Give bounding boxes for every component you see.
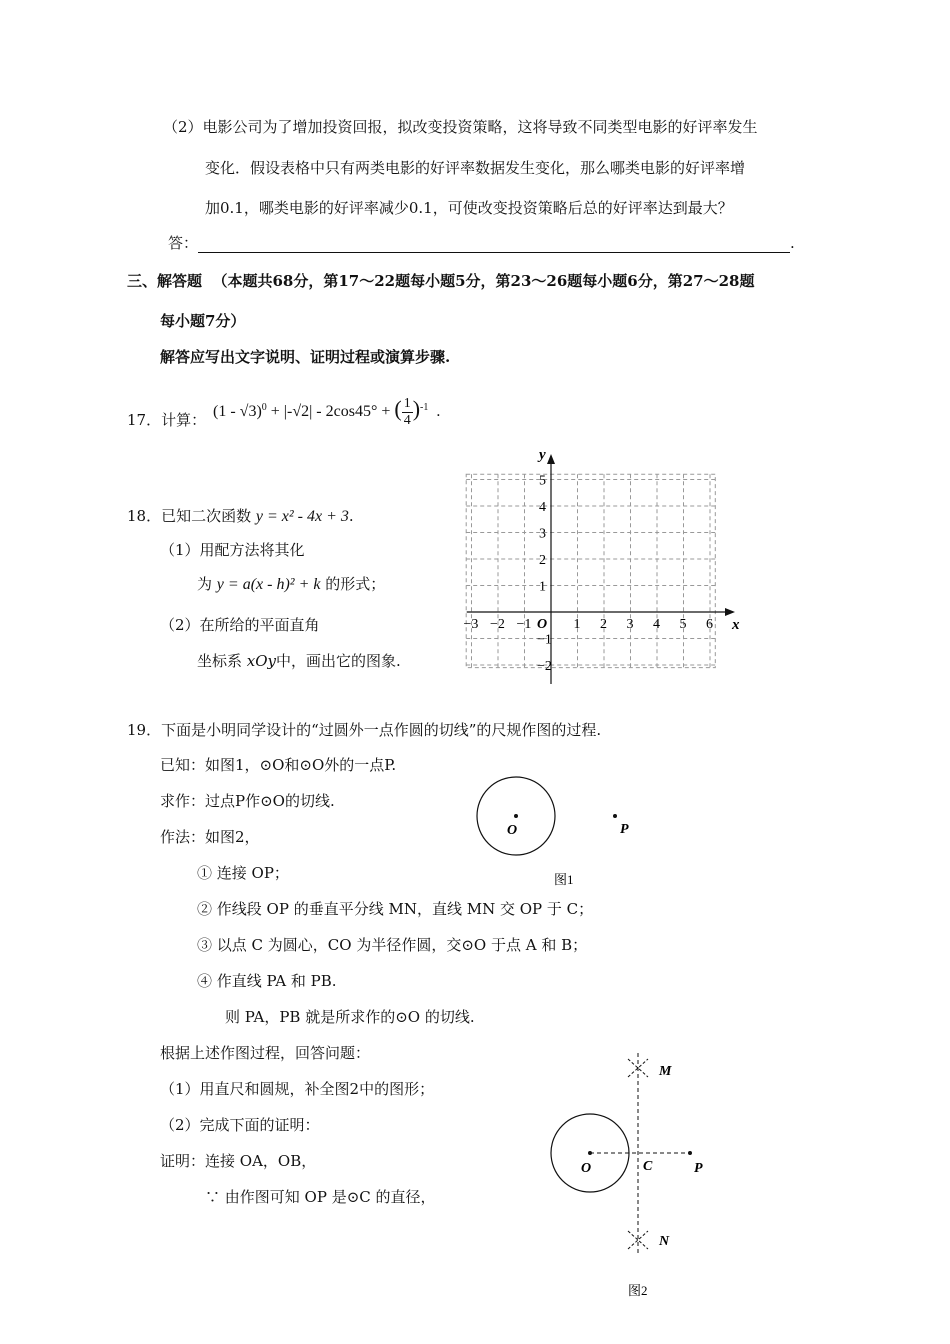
y-tick-label: 5 bbox=[539, 473, 546, 489]
tick-labels bbox=[464, 474, 714, 675]
q19-prompt: 根据上述作图过程，回答问题： bbox=[160, 1044, 371, 1062]
q19-step3: ③ 以点 C 为圆心，CO 为半径作圆，交⊙O 于点 A 和 B； bbox=[197, 936, 588, 954]
q19-label: 19．下面是小明同学设计的“过圆外一点作圆的切线”的尺规作图的过程. bbox=[127, 721, 602, 739]
fig2-label-o: O bbox=[581, 1161, 592, 1176]
q17-end: . bbox=[436, 403, 441, 421]
grid-lines bbox=[463, 474, 715, 667]
section3-heading: 三、解答题 bbox=[127, 272, 203, 290]
answer-blank bbox=[198, 238, 790, 253]
q18-part1-line1: （1）用配方法将其化 bbox=[160, 541, 305, 559]
y-tick-label: 2 bbox=[539, 553, 546, 568]
q18-part1-suffix: 的形式； bbox=[325, 575, 386, 593]
q19-proof2: ∵ 由作图可知 OP 是⊙C 的直径， bbox=[205, 1188, 436, 1206]
q18-label: 18．已知二次函数 bbox=[127, 507, 252, 525]
fig2-label-n: N bbox=[659, 1234, 670, 1249]
fig2-label-c: C bbox=[643, 1159, 653, 1174]
q19-task2: （2）完成下面的证明： bbox=[160, 1116, 320, 1134]
y-tick-label: −1 bbox=[537, 632, 552, 648]
q19-known: 已知：如图1，⊙O和⊙O外的一点P. bbox=[160, 756, 397, 774]
x-axis-label: x bbox=[732, 617, 740, 633]
x-tick-label: −2 bbox=[490, 617, 505, 632]
point-p-dot bbox=[688, 1151, 692, 1155]
section3-instruction: 解答应写出文字说明、证明过程或演算步骤. bbox=[160, 348, 451, 366]
q18-part1-prefix: 为 bbox=[197, 575, 213, 593]
q18-line bbox=[127, 505, 354, 526]
q17-term1-exp: 0 bbox=[261, 401, 267, 413]
section3-note2: 每小题7分） bbox=[160, 312, 246, 330]
arc-mark-n bbox=[628, 1231, 648, 1249]
center-o-dot bbox=[514, 814, 518, 818]
fig2-label-m: M bbox=[659, 1064, 672, 1079]
q17-frac-num: 1 bbox=[403, 396, 411, 411]
fig2-label-p: P bbox=[694, 1161, 703, 1176]
q19-find: 求作：过点P作⊙O的切线. bbox=[160, 792, 335, 810]
x-axis-arrow bbox=[725, 608, 735, 616]
x-tick-label: 4 bbox=[653, 617, 660, 632]
q18-part1-line2 bbox=[197, 573, 385, 594]
figure1 bbox=[470, 770, 650, 895]
section3-heading-line bbox=[127, 270, 754, 291]
q16-answer-line bbox=[168, 232, 795, 253]
x-tick-label: 3 bbox=[626, 617, 634, 632]
fig1-label-p: P bbox=[620, 822, 629, 837]
x-tick-label: −3 bbox=[463, 617, 479, 632]
q18-part2-prefix: 坐标系 bbox=[197, 652, 243, 670]
q16-part2-line2: 变化．假设表格中只有两类电影的好评率数据发生变化，那么哪类电影的好评率增 bbox=[205, 159, 746, 177]
y-tick-label: 1 bbox=[539, 579, 546, 595]
point-p-dot bbox=[613, 814, 617, 818]
x-tick-label: 6 bbox=[706, 617, 713, 632]
q19-step1: ① 连接 OP； bbox=[197, 864, 289, 882]
q19-proof1: 证明：连接 OA，OB， bbox=[160, 1152, 317, 1170]
fig1-caption: 图1 bbox=[554, 872, 574, 887]
x-tick-label: 5 bbox=[679, 617, 687, 632]
q19-method: 作法：如图2， bbox=[160, 828, 260, 846]
q18-xoy: xOy bbox=[246, 652, 277, 670]
coordinate-grid bbox=[455, 442, 755, 687]
y-tick-label: 3 bbox=[539, 526, 546, 542]
q17-frac-den: 4 bbox=[403, 413, 411, 428]
q17-term1: (1 - √3) bbox=[213, 403, 262, 421]
q16-part2-line3: 加0.1，哪类电影的好评率减少0.1，可使改变投资策略后总的好评率达到最大？ bbox=[205, 199, 733, 217]
figure2 bbox=[540, 1045, 740, 1305]
answer-end: . bbox=[790, 234, 795, 252]
q16-part2-line1: （2）电影公司为了增加投资回报，拟改变投资策略，这将导致不同类型电影的好评率发生 bbox=[163, 118, 758, 136]
fig2-caption: 图2 bbox=[628, 1283, 648, 1298]
answer-label: 答： bbox=[168, 234, 199, 252]
origin-label: O bbox=[537, 617, 548, 632]
q18-func-end: . bbox=[348, 507, 354, 525]
q17-label: 17．计算： bbox=[127, 411, 207, 429]
x-tick-label: 2 bbox=[600, 617, 607, 632]
q19-step2: ② 作线段 OP 的垂直平分线 MN，直线 MN 交 OP 于 C； bbox=[197, 900, 594, 918]
center-o-dot bbox=[588, 1151, 592, 1155]
q18-part2-line2 bbox=[197, 650, 401, 671]
q19-task1: （1）用直尺和圆规，补全图2中的图形； bbox=[160, 1080, 435, 1098]
q18-vertex-form: y = a(x - h)² + k bbox=[216, 576, 321, 593]
q18-part2-line1: （2）在所给的平面直角 bbox=[160, 616, 320, 634]
x-tick-label: −1 bbox=[516, 617, 532, 632]
q18-part2-suffix: 中，画出它的图象. bbox=[276, 652, 401, 670]
q19-conclusion: 则 PA，PB 就是所求作的⊙O 的切线. bbox=[225, 1008, 475, 1026]
q19-step4: ④ 作直线 PA 和 PB. bbox=[197, 972, 337, 990]
y-axis-label: y bbox=[539, 447, 546, 463]
section3-note1: （本题共68分，第17～22题每小题5分，第23～26题每小题6分，第27～28题 bbox=[212, 272, 755, 290]
q17-fraction bbox=[402, 396, 413, 429]
y-tick-label: 4 bbox=[539, 500, 546, 515]
q18-function: y = x² - 4x + 3 bbox=[255, 508, 349, 525]
y-tick-label: −2 bbox=[537, 659, 552, 674]
fig1-label-o: O bbox=[507, 823, 518, 838]
q17-term3-exp: -1 bbox=[420, 401, 429, 413]
y-axis-arrow bbox=[547, 454, 555, 464]
q17-term2: + |-√2| - 2cos45° + bbox=[266, 403, 395, 421]
x-tick-label: 1 bbox=[573, 617, 581, 632]
q17-expression: (1 - √3)$^0$ + |-√2| - 2cos45° + ( $\frac{1}{4}$ )$^{-1}$ . bbox=[213, 396, 441, 428]
